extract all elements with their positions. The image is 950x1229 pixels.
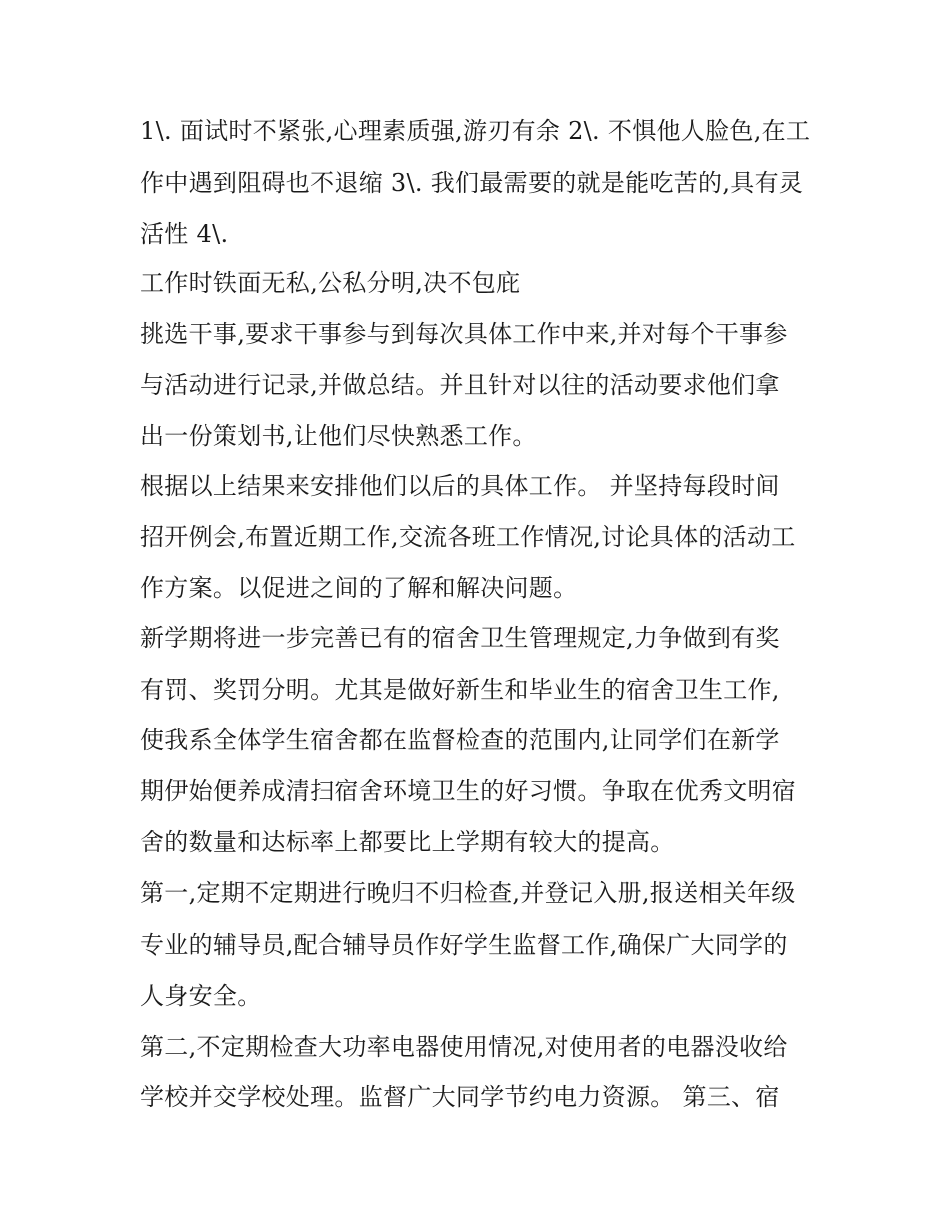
text-line: 根据以上结果来安排他们以后的具体工作。 并坚持每段时间 bbox=[140, 472, 780, 500]
text-line: 作中遇到阻碍也不退缩 3\. 我们最需要的就是能吃苦的,具有灵 bbox=[140, 169, 804, 197]
text-line: 挑选干事,要求干事参与到每次具体工作中来,并对每个干事参 bbox=[140, 320, 788, 348]
text-line: 第二,不定期检查大功率电器使用情况,对使用者的电器没收给 bbox=[140, 1033, 788, 1061]
text-line: 学校并交学校处理。监督广大同学节约电力资源。 第三、宿 bbox=[140, 1083, 780, 1111]
text-line: 期伊始便养成清扫宿舍环境卫生的好习惯。争取在优秀文明宿 bbox=[140, 777, 797, 805]
text-line: 招开例会,布置近期工作,交流各班工作情况,讨论具体的活动工 bbox=[140, 523, 796, 551]
text-line: 作方案。以促进之间的了解和解决问题。 bbox=[140, 574, 578, 602]
text-line: 专业的辅导员,配合辅导员作好学生监督工作,确保广大同学的 bbox=[140, 931, 788, 959]
text-line: 工作时铁面无私,公私分明,决不包庇 bbox=[140, 269, 521, 297]
text-line: 舍的数量和达标率上都要比上学期有较大的提高。 bbox=[140, 828, 675, 856]
text-line: 出一份策划书,让他们尽快熟悉工作。 bbox=[140, 422, 537, 450]
text-line: 有罚、奖罚分明。尤其是做好新生和毕业生的宿舍卫生工作, bbox=[140, 676, 780, 704]
text-line: 新学期将进一步完善已有的宿舍卫生管理规定,力争做到有奖 bbox=[140, 624, 780, 652]
text-line: 第一,定期不定期进行晚归不归检查,并登记入册,报送相关年级 bbox=[140, 879, 796, 907]
text-line: 活性 4\. bbox=[140, 220, 229, 248]
text-line: 人身安全。 bbox=[140, 982, 262, 1010]
text-line: 使我系全体学生宿舍都在监督检查的范围内,让同学们在新学 bbox=[140, 726, 780, 754]
text-line: 1\. 面试时不紧张,心理素质强,游刃有余 2\. 不惧他人脸色,在工 bbox=[140, 117, 811, 145]
text-line: 与活动进行记录,并做总结。并且针对以往的活动要求他们拿 bbox=[140, 371, 780, 399]
